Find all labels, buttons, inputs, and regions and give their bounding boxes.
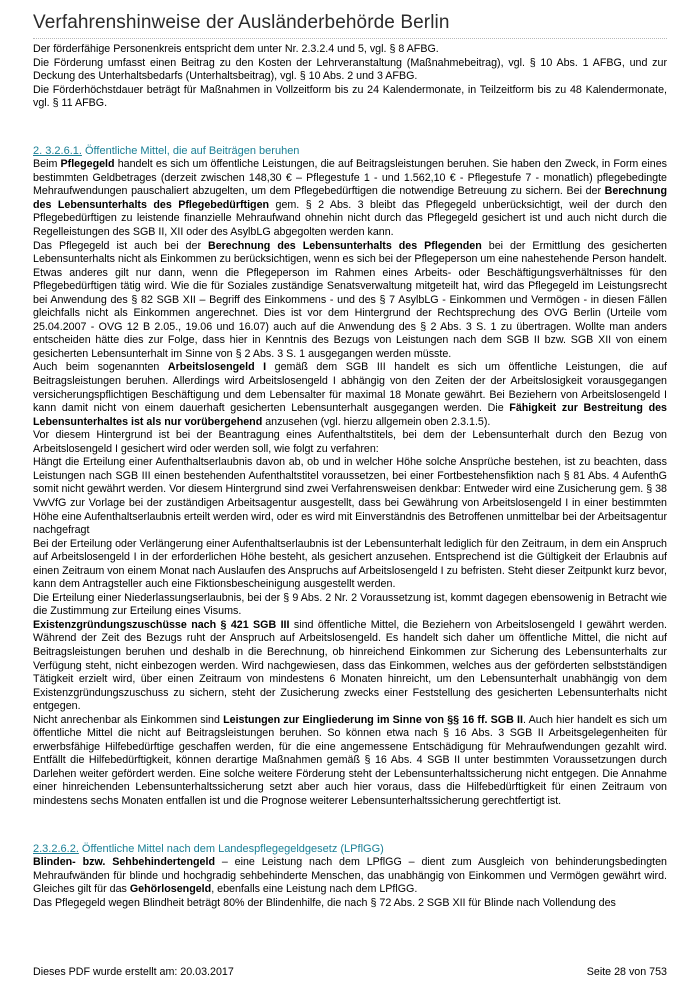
section-number[interactable]: 2. 3.2.6.1. — [33, 144, 82, 157]
footer-page-number: Seite 28 von 753 — [586, 966, 667, 978]
section-heading-3-2-6-2[interactable] — [33, 843, 667, 857]
paragraph-verlaengerung: Bei der Erteilung oder Verlängerung einer Aufenthaltserlaubnis ist der Lebensunterhalt lediglich für den Zeitraum, in dem ein Anspruch auf Arbeitslosengeld I in der erforderlichen Höhe besteht, als gesichert anzusehen. Entsprechend ist die Gültigkeit der Erlaubnis auf einen Zeitraum von einem Monat nach Auslaufen des Anspruchs auf Arbeitslosengeld I zu befristen. Steht dieser Zeitpunkt kurz bevor, kann dem Antragsteller auch eine Fiktionsbescheinigung ausgestellt werden. — [33, 537, 667, 591]
paragraph-pflegende: Das Pflegegeld ist auch bei der Berechnung des Lebensunterhalts des Pflegenden bei der Ermittlung des gesicherten Lebensunterhalts nicht als Einkommen zu berücksichtigen, wenn es sich bei der Pflegeperson um eine nahestehende Person handelt. Etwas anderes gilt nur dann, wenn die Pflegeperson im Rahmen eines Arbeits- oder Beschäftigungsverhältnisses für den Pflegebedürftigen tätig wird. Wie die für Soziales zuständige Senatsverwaltung mitgeteilt hat, wird das Pflegegeld im Leistungsrecht bei Anwendung des § 82 SGB XII – Begriff des Einkommens - und des § 7 AsylbLG - Einkommen und Vermögen - in diesen Fällen gleichfalls nicht als Einkommen angerechnet. Dies ist vor dem Hintergrund der Rechtsprechung des OVG Berlin (Urteile vom 25.04.2007 - OVG 12 B 2.05., 19.06 und 16.07) auch auf die Anwendung des § 2 Abs. 3 S. 1 zu übertragen. Wollte man anders entscheiden hätte dies zur Folge, dass hier in Kenntnis des Bezugs von Leistungen nach dem SGB II bzw. SGB XII von einem gesicherten Lebensunterhalt im Sinne von § 2 Abs. 3 S. 1 ausgegangen werden müsste. — [33, 239, 667, 360]
page-title: Verfahrenshinweise der Ausländerbehörde Berlin — [33, 12, 450, 33]
footer-created-date: Dieses PDF wurde erstellt am: 20.03.2017 — [33, 966, 234, 978]
paragraph-verfahren: Vor diesem Hintergrund ist bei der Beantragung eines Aufenthaltstitels, bei dem der Lebensunterhalt durch den Bezug von Arbeitslosengeld I gesichert wird oder werden soll, wie folgt zu verfahren: — [33, 429, 667, 455]
section-number[interactable]: 2.3.2.6.2. — [33, 842, 79, 855]
paragraph-blindengeld: Blinden- bzw. Sehbehindertengeld – eine Leistung nach dem LPflGG – dient zum Ausgleich von behinderungsbedingten Mehraufwänden für blinde und hochgradig sehbehinderte Menschen, das unabhängig von Einkommen und Vermögen gewährt wird. Gleiches gilt für das Gehörlosengeld, ebenfalls eine Leistung nach dem LPflGG. — [33, 856, 667, 896]
section-heading-3-2-6-1[interactable] — [33, 145, 667, 159]
intro-paragraph-3: Die Förderhöchstdauer beträgt für Maßnahmen in Vollzeitform bis zu 24 Kalendermonate, in Teilzeitform bis zu 48 Kalendermonate, vgl. § 11 AFBG. — [33, 83, 667, 110]
paragraph-arbeitslosengeld: Auch beim sogenannten Arbeitslosengeld I gemäß dem SGB III handelt es sich um öffentliche Leistungen, die auf Beitragsleistungen beruhen. Allerdings wird Arbeitslosengeld I abhängig von den Zeiten der der Arbeitslosigkeit vorausgegangen versicherungspflichtigen Beschäftigung und dem Lebensalter für maximal 18 Monate gewährt. Bei Beziehern von Arbeitslosengeld I kann damit nicht von einem dauerhaft gesicherten Lebensunterhalt ausgegangen werden. Die Fähigkeit zur Bestreitung des Lebensunterhaltes ist als nur vorübergehend anzusehen (vgl. hierzu allgemein oben 2.3.1.5). — [33, 361, 667, 428]
title-divider — [33, 38, 667, 39]
paragraph-erteilung: Hängt die Erteilung einer Aufenthaltserlaubnis davon ab, ob und in welcher Höhe solche Ansprüche bestehen, ist zu beachten, dass Leistungen nach SGB III einen bestehenden Aufenthaltstitel voraussetzen, bei einer Fortbestehensfiktion nach § 81 Abs. 4 AufenthG somit nicht gewährt werden. Vor diesem Hintergrund sind zwei Verfahrensweisen denkbar: Entweder wird eine Zusicherung gem. § 38 VwVfG zur Vorlage bei der zuständigen Arbeitsagentur ausgestellt, dass bei Gewährung von Arbeitslosengeld I in einer bestimmten Höhe eine Aufenthaltserlaubnis erteilt werden wird, oder es wird mit Einverständnis des Betroffenen unmittelbar bei der Arbeitsagentur nachgefragt — [33, 456, 667, 537]
paragraph-existenzgruendung: Existenzgründungszuschüsse nach § 421 SGB III sind öffentliche Mittel, die Beziehern von Arbeitslosengeld I gewährt werden. Während der Zeit des Bezugs ruht der Anspruch auf Arbeitslosengeld. Es handelt sich daher um öffentliche Mittel, die nicht auf Beitragsleistungen beruhen und deshalb in die Berechnung, ob hinreichend Einkommen zur Sicherung des Lebensunterhalts zur Verfügung steht, nicht einbezogen werden. Wird nachgewiesen, dass das Einkommen, welches aus der geförderten selbstständigen Tätigkeit erzielt wird, über einen Zeitraum von mindestens 6 Monaten hinreicht, um den Lebensunterhalt unabhängig von dem Existenzgründungszuschuss zu sichern, steht der Zusicherung zwecks einer Feststellung des gesicherten Lebensunterhalts nicht entgegen. — [33, 618, 667, 713]
paragraph-pflegegeld-blindheit: Das Pflegegeld wegen Blindheit beträgt 80% der Blindenhilfe, die nach § 72 Abs. 2 SGB XII für Blinde nach Vollendung des — [33, 896, 616, 909]
document-body — [33, 43, 667, 910]
intro-paragraph-2: Die Förderung umfasst einen Beitrag zu den Kosten der Lehrveranstaltung (Maßnahmebeitrag), vgl. § 10 Abs. 1 AFBG, und zur Deckung des Unterhaltsbedarfs (Unterhaltsbeitrag), vgl. § 10 Abs. 2 und 3 AFBG. — [33, 56, 667, 83]
paragraph-eingliederung: Nicht anrechenbar als Einkommen sind Leistungen zur Eingliederung im Sinne von §§ 16 ff. SGB II. Auch hier handelt es sich um öffentliche Mittel die nicht auf Beitragsleistungen beruhen. So können etwa nach § 16 Abs. 3 SGB II Arbeitsgelegenheiten für erwerbsfähige Hilfebedürftige geschaffen werden, für die eine angemessene Entschädigung für Mehraufwendungen gezahlt wird. Entfällt die Hilfebedürftigkeit, können derartige Maßnahmen gemäß § 16 Abs. 4 SGB II unter bestimmten Voraussetzungen durch Darlehen weiter gefördert werden. Eine solche weitere Förderung steht der Lebensunterhaltssicherung nicht entgegen. Die Annahme einer hinreichenden Lebensunterhaltssicherung setzt aber auch hier voraus, dass die Hilfebedürftigkeit für einen Zeitraum von mindestens sechs Monaten entfallen ist und die Prognose weiterer Lebensunterhaltssicherung gerechtfertigt ist. — [33, 713, 667, 807]
section-title: Öffentliche Mittel, die auf Beiträgen beruhen — [81, 144, 300, 157]
intro-paragraph-1: Der förderfähige Personenkreis entspricht dem unter Nr. 2.3.2.4 und 5, vgl. § 8 AFBG. — [33, 43, 439, 55]
paragraph-pflegegeld: Beim Pflegegeld handelt es sich um öffentliche Leistungen, die auf Beitragsleistungen beruhen. Sie haben den Zweck, in Form eines bestimmten Geldbetrages (derzeit zwischen 148,30 € – Pflegestufe 1 - und 1.562,10 € - Pflegestufe 7 - monatlich) pflegebedingte Mehraufwendungen pauschaliert abzugelten, um dem Pflegebedürftigen die notwendige Betreuung zu sichern. Bei der Berechnung des Lebensunterhalts des Pflegebedürftigen gem. § 2 Abs. 3 bleibt das Pflegegeld unberücksichtigt, weil der durch den Pflegebedürftigen zu leistende finanzielle Mehraufwand ohnehin nicht durch das Pflegegeld gesichert ist und auch nicht durch die Regelleistungen des SGB II, XII oder des AsylbLG abgegolten werden kann. — [33, 158, 667, 239]
paragraph-niederlassung: Die Erteilung einer Niederlassungserlaubnis, bei der § 9 Abs. 2 Nr. 2 Voraussetzung ist, kommt dagegen ebensowenig in Betracht wie die Zustimmung zur Erteilung eines Visums. — [33, 591, 667, 618]
section-title: Öffentliche Mittel nach dem Landespflegegeldgesetz (LPflGG) — [78, 842, 384, 855]
